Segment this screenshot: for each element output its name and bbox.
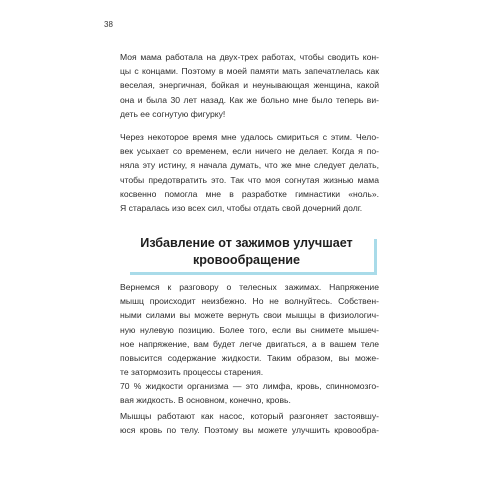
- paragraph-4: [120, 379, 379, 407]
- text-line: Мышцы работают как насос, который разгоняет застоявшу-: [120, 411, 379, 421]
- text-line: ными силами вы можете вернуть свои мышцы в физиологич-: [120, 310, 379, 321]
- text-line: Моя мама работала на двух-трех работах, чтобы сводить кон-: [120, 52, 379, 62]
- section-heading: [120, 231, 373, 272]
- text-line: чтобы предотвратить это. Так что моя согнутая жизнью мама: [120, 174, 379, 185]
- text-line: Вернемся к разговору о телесных зажимах. Напряжение: [120, 282, 379, 292]
- text-line: вая жидкость. В основном, конечно, кровь.: [120, 395, 291, 406]
- text-line: век усыхает со временем, если ничего не делает. Когда я по-: [120, 146, 379, 157]
- text-line: те затормозить процессы старения.: [120, 367, 264, 378]
- paragraph-3: [120, 280, 379, 379]
- text-line: она и была 30 лет назад. Как же больно мне было теперь ви-: [120, 94, 379, 105]
- text-line: мышц происходит неизбежно. Но не волнуйтесь. Собствен-: [120, 296, 379, 307]
- page-number: 38: [104, 20, 113, 29]
- paragraph-2: [120, 130, 379, 215]
- paragraph-1: [120, 50, 379, 121]
- text-line: веселая, энергичная, бойкая и неунывающая женщина, какой: [120, 80, 379, 91]
- text-line: ное напряжение, вам будет легче двигаться, а в вашем теле: [120, 338, 379, 349]
- text-line: косвенно помогла мне в разработке гимнастики «ноль».: [120, 188, 379, 199]
- section-title-line-1: Избавление от зажимов улучшает: [140, 236, 353, 250]
- text-line: цы с концами. Поэтому в моей памяти мать запечатлелась как: [120, 66, 379, 77]
- paragraph-5: [120, 409, 379, 437]
- section-title-line-2: кровообращение: [192, 253, 301, 267]
- section-title: [120, 235, 373, 269]
- text-line: деть ее согнутую фигурку!: [120, 108, 226, 119]
- text-line: повысится содержание жидкости. Таким образом, вы може-: [120, 353, 379, 364]
- text-line: няла эту истину, я начала думать, что же мне следует делать,: [120, 160, 379, 171]
- text-line: 70 % жидкости организма — это лимфа, кровь, спинномозго-: [120, 381, 379, 391]
- text-line: Я старалась изо всех сил, чтобы отдать свой дочерний долг.: [120, 203, 363, 214]
- text-line: юся кровь по телу. Поэтому вы можете улучшить кровообра-: [120, 425, 379, 436]
- text-line: Через некоторое время мне удалось смириться с этим. Чело-: [120, 132, 379, 142]
- text-line: ную нулевую позицию. Более того, если вы снимете мышеч-: [120, 324, 379, 335]
